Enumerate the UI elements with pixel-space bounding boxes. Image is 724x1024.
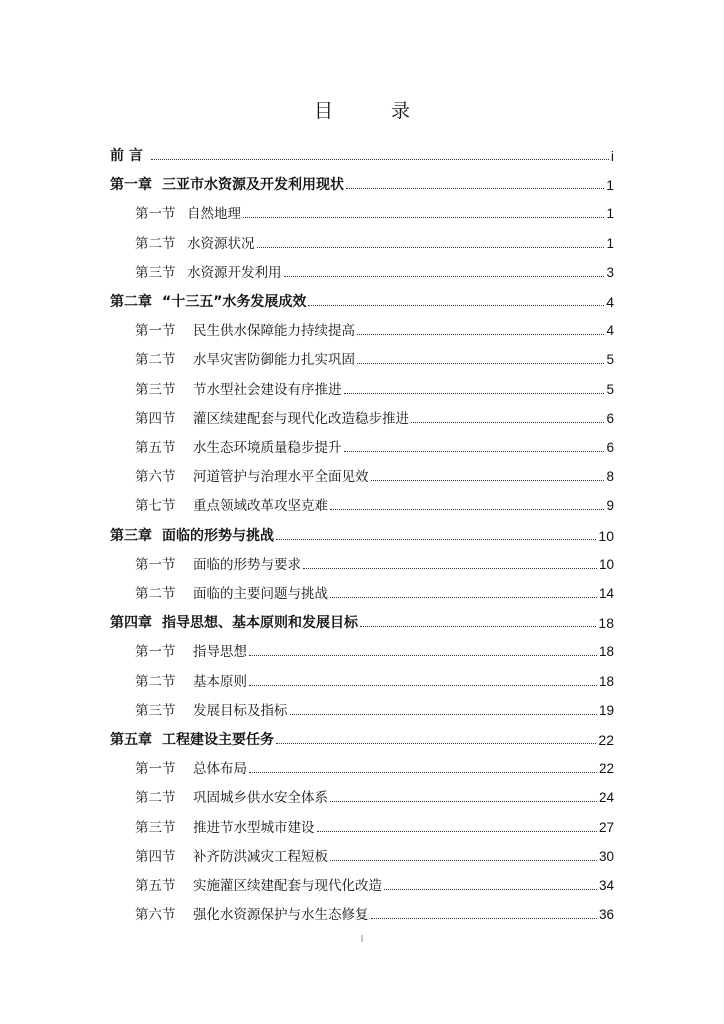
toc-entry-number: 第三节 xyxy=(135,265,176,281)
toc-entry-label: 发展目标及指标 xyxy=(193,703,288,719)
toc-entry-label: 工程建设主要任务 xyxy=(162,732,274,748)
toc-entry-label: 补齐防洪减灾工程短板 xyxy=(193,849,328,865)
toc-section-entry[interactable] xyxy=(135,871,614,895)
toc-entry-label: 实施灌区续建配套与现代化改造 xyxy=(193,878,382,894)
dot-leader xyxy=(344,451,605,452)
toc-section-entry[interactable] xyxy=(135,842,614,866)
toc-entry-page-number: 18 xyxy=(598,674,614,689)
toc-section-entry[interactable] xyxy=(135,696,614,720)
toc-entry-page-number: 18 xyxy=(598,644,614,659)
toc-entry-label: 指导思想、基本原则和发展目标 xyxy=(162,615,358,631)
toc-entry-label: 水生态环境质量稳步提升 xyxy=(193,440,342,456)
dot-leader xyxy=(411,422,604,423)
toc-entry-number: 第一节 xyxy=(135,557,176,573)
toc-entry-number: 第二节 xyxy=(135,586,176,602)
toc-entry-page-number: 6 xyxy=(606,440,614,455)
toc-entry-label: 水旱灾害防御能力扎实巩固 xyxy=(193,352,355,368)
dot-leader xyxy=(330,860,597,861)
toc-entry-page-number: 22 xyxy=(598,732,614,748)
toc-entry-label: 水资源开发利用 xyxy=(187,265,282,281)
toc-section-entry[interactable] xyxy=(135,404,614,428)
toc-entry-page-number: 27 xyxy=(598,820,614,835)
toc-entry-number: 前 言 xyxy=(110,148,143,164)
toc-entry-number: 第二节 xyxy=(135,674,176,690)
dot-leader xyxy=(357,334,604,335)
toc-entry-number: 第一节 xyxy=(135,323,176,339)
toc-entry-number: 第二节 xyxy=(135,790,176,806)
toc-section-entry[interactable] xyxy=(135,316,614,340)
toc-entry-number: 第三章 xyxy=(110,528,152,544)
toc-section-entry[interactable] xyxy=(135,783,614,807)
toc-entry-label: 总体布局 xyxy=(193,761,247,777)
toc-section-entry[interactable] xyxy=(135,229,614,253)
page-title: 目 录 xyxy=(313,100,437,122)
toc-section-entry[interactable] xyxy=(135,345,614,369)
toc-section-entry[interactable] xyxy=(135,375,614,399)
toc-entry-number: 第二节 xyxy=(135,352,176,368)
dot-leader xyxy=(249,655,597,656)
toc-entry-number: 第一节 xyxy=(135,761,176,777)
toc-entry-number: 第五章 xyxy=(110,732,152,748)
toc-entry-number: 第四节 xyxy=(135,411,176,427)
toc-entry-page-number: 1 xyxy=(606,206,614,221)
toc-entry-page-number: 5 xyxy=(606,382,614,397)
toc-entry-number: 第七节 xyxy=(135,498,176,514)
toc-entry-page-number: 19 xyxy=(598,703,614,718)
toc-entry-number: 第一节 xyxy=(135,644,176,660)
toc-entry-label: 三亚市水资源及开发利用现状 xyxy=(162,177,344,193)
toc-entry-number: 第四节 xyxy=(135,849,176,865)
toc-entry-label: 推进节水型城市建设 xyxy=(193,820,315,836)
toc-entry-label: 强化水资源保护与水生态修复 xyxy=(193,907,369,923)
toc-entry-page-number: i xyxy=(610,148,614,164)
dot-leader xyxy=(249,772,597,773)
toc-entry-page-number: 36 xyxy=(598,907,614,922)
toc-entry-number: 第六节 xyxy=(135,469,176,485)
dot-leader xyxy=(330,597,597,598)
toc-entry-page-number: 34 xyxy=(598,878,614,893)
toc-entry-page-number: 3 xyxy=(606,265,614,280)
toc-entry-label: 民生供水保障能力持续提高 xyxy=(193,323,355,339)
toc-entry-label: 水资源状况 xyxy=(187,236,255,252)
toc-chapter-entry[interactable] xyxy=(110,141,614,165)
toc-chapter-entry[interactable] xyxy=(110,170,614,194)
dot-leader xyxy=(290,714,597,715)
toc-entry-page-number: 4 xyxy=(606,323,614,338)
toc-chapter-entry[interactable] xyxy=(110,521,614,545)
toc-entry-label: 重点领域改革攻坚克难 xyxy=(193,498,328,514)
dot-leader xyxy=(257,247,605,248)
toc-entry-page-number: 10 xyxy=(598,557,614,572)
toc-entry-page-number: 22 xyxy=(598,761,614,776)
toc-entry-page-number: 14 xyxy=(598,586,614,601)
toc-section-entry[interactable] xyxy=(135,754,614,778)
dot-leader xyxy=(151,159,609,160)
dot-leader xyxy=(346,188,604,189)
toc-entry-label: 基本原则 xyxy=(193,674,247,690)
toc-entry-label: 面临的形势与挑战 xyxy=(162,528,274,544)
toc-chapter-entry[interactable] xyxy=(110,725,614,749)
toc-section-entry[interactable] xyxy=(135,258,614,282)
toc-entry-number: 第三节 xyxy=(135,382,176,398)
toc-entry-label: 巩固城乡供水安全体系 xyxy=(193,790,328,806)
toc-entry-page-number: 24 xyxy=(598,790,614,805)
dot-leader xyxy=(317,831,597,832)
dot-leader xyxy=(344,393,605,394)
dot-leader xyxy=(360,626,596,627)
toc-section-entry[interactable] xyxy=(135,433,614,457)
toc-entry-number: 第五节 xyxy=(135,440,176,456)
toc-entry-page-number: 5 xyxy=(606,352,614,367)
toc-entry-label: 灌区续建配套与现代化改造稳步推进 xyxy=(193,411,409,427)
dot-leader xyxy=(371,480,605,481)
dot-leader xyxy=(357,363,604,364)
toc-chapter-entry[interactable] xyxy=(110,608,614,632)
toc-entry-page-number: 1 xyxy=(606,177,614,193)
toc-entry-label: 面临的形势与要求 xyxy=(193,557,301,573)
toc-entry-page-number: 8 xyxy=(606,469,614,484)
dot-leader xyxy=(249,685,597,686)
toc-section-entry[interactable] xyxy=(135,813,614,837)
dot-leader xyxy=(330,509,604,510)
toc-section-entry[interactable] xyxy=(135,550,614,574)
toc-entry-number: 第六节 xyxy=(135,907,176,923)
dot-leader xyxy=(330,801,597,802)
toc-section-entry[interactable] xyxy=(135,900,614,924)
dot-leader xyxy=(276,743,596,744)
toc-entry-number: 第一节 xyxy=(135,206,176,222)
toc-entry-page-number: 4 xyxy=(606,294,614,310)
toc-section-entry[interactable] xyxy=(135,491,614,515)
toc-entry-number: 第五节 xyxy=(135,878,176,894)
toc-entry-label: 节水型社会建设有序推进 xyxy=(193,382,342,398)
toc-entry-number: 第二节 xyxy=(135,236,176,252)
dot-leader xyxy=(384,889,597,890)
toc-entry-page-number: 10 xyxy=(598,528,614,544)
dot-leader xyxy=(308,305,604,306)
toc-section-entry[interactable] xyxy=(135,579,614,603)
dot-leader xyxy=(276,539,596,540)
toc-entry-number: 第四章 xyxy=(110,615,152,631)
dot-leader xyxy=(371,918,597,919)
dot-leader xyxy=(243,217,604,218)
toc-entry-page-number: 1 xyxy=(606,236,614,251)
toc-entry-page-number: 6 xyxy=(606,411,614,426)
toc-chapter-entry[interactable] xyxy=(110,287,614,311)
toc-entry-page-number: 9 xyxy=(606,498,614,513)
toc-entry-number: 第二章 xyxy=(110,294,152,310)
toc-entry-number: 第一章 xyxy=(110,177,152,193)
toc-section-entry[interactable] xyxy=(135,462,614,486)
toc-entry-page-number: 30 xyxy=(598,849,614,864)
toc-section-entry[interactable] xyxy=(135,637,614,661)
toc-section-entry[interactable] xyxy=(135,667,614,691)
dot-leader xyxy=(284,276,605,277)
toc-entry-number: 第三节 xyxy=(135,820,176,836)
dot-leader xyxy=(303,568,597,569)
toc-section-entry[interactable] xyxy=(135,199,614,223)
toc-entry-number: 第三节 xyxy=(135,703,176,719)
toc-entry-label: 指导思想 xyxy=(193,644,247,660)
toc-entry-label: 自然地理 xyxy=(187,206,241,222)
toc-entry-label: 面临的主要问题与挑战 xyxy=(193,586,328,602)
toc-entry-page-number: 18 xyxy=(598,615,614,631)
toc-entry-label: 河道管护与治理水平全面见效 xyxy=(193,469,369,485)
toc-entry-label: “十三五”水务发展成效 xyxy=(162,294,307,310)
page-number-footer: I xyxy=(360,934,364,945)
